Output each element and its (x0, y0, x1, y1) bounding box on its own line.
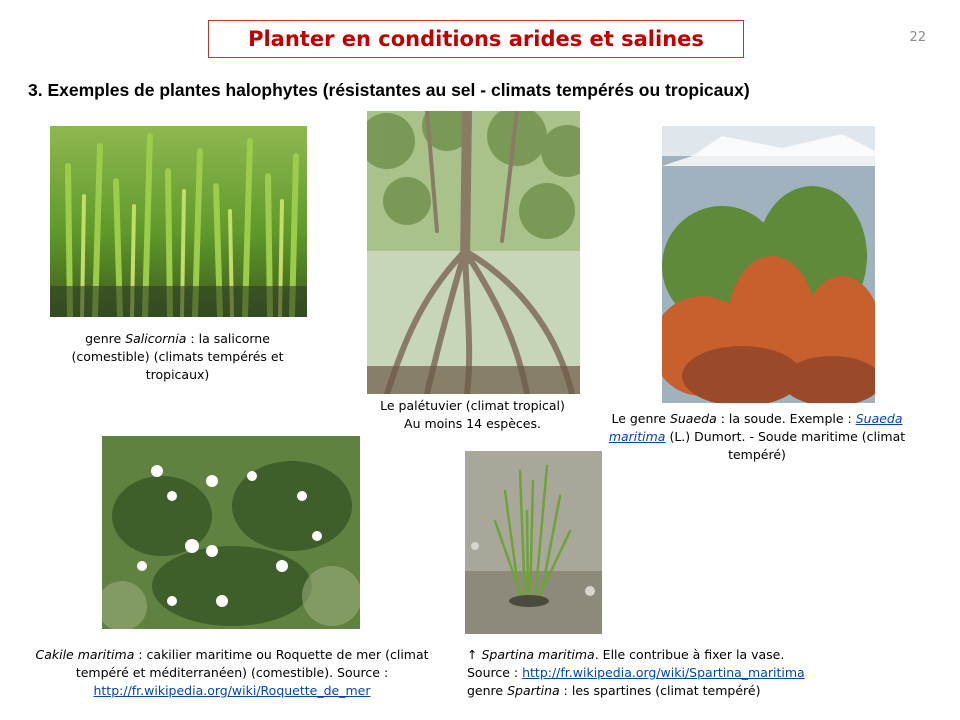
spartina-species: Spartina maritima (481, 647, 595, 662)
spartina-maritima-link[interactable]: http://fr.wikipedia.org/wiki/Spartina_maritima (522, 665, 805, 680)
spartina-caption: ↑ Spartina maritima. Elle contribue à fixer la vase. Source : http://fr.wikipedia.org/wiki/Spartina_maritima genre Spartina : les spartines (climat tempéré) (467, 647, 805, 698)
cakile-photo (102, 436, 360, 629)
suaeda-genus: Suaeda (669, 411, 717, 426)
salicornia-photo (50, 126, 307, 317)
mangrove-photo (367, 111, 580, 394)
spartina-photo (465, 451, 602, 634)
slide-title-box (208, 20, 744, 58)
mangrove-caption: Le palétuvier (climat tropical) Au moins 14 espèces. (380, 398, 565, 431)
suaeda-photo (662, 126, 875, 403)
cakile-species: Cakile maritima (35, 647, 135, 662)
cakile-caption: Cakile maritima : cakilier maritime ou Roquette de mer (climat tempéré et méditerranéen) (comestible). Source : http://fr.wikipedia.org/wiki/Roquette_de_mer (35, 647, 429, 698)
salicornia-genus: Salicornia (125, 331, 187, 346)
suaeda-maritima-link[interactable]: Suaeda maritima (608, 411, 903, 444)
roquette-de-mer-link[interactable]: http://fr.wikipedia.org/wiki/Roquette_de_mer (93, 683, 371, 698)
section-subtitle: 3. Exemples de plantes halophytes (résistantes au sel - climats tempérés ou tropicaux) (28, 80, 750, 100)
suaeda-caption: Le genre Suaeda : la soude. Exemple : Suaeda maritima (L.) Dumort. - Soude maritime (climat tempéré) (608, 411, 906, 462)
slide-title: Planter en conditions arides et salines (248, 27, 704, 51)
slide-number: 22 (909, 30, 926, 45)
salicornia-caption: genre Salicornia : la salicorne (comestible) (climats tempérés et tropicaux) (71, 331, 284, 382)
